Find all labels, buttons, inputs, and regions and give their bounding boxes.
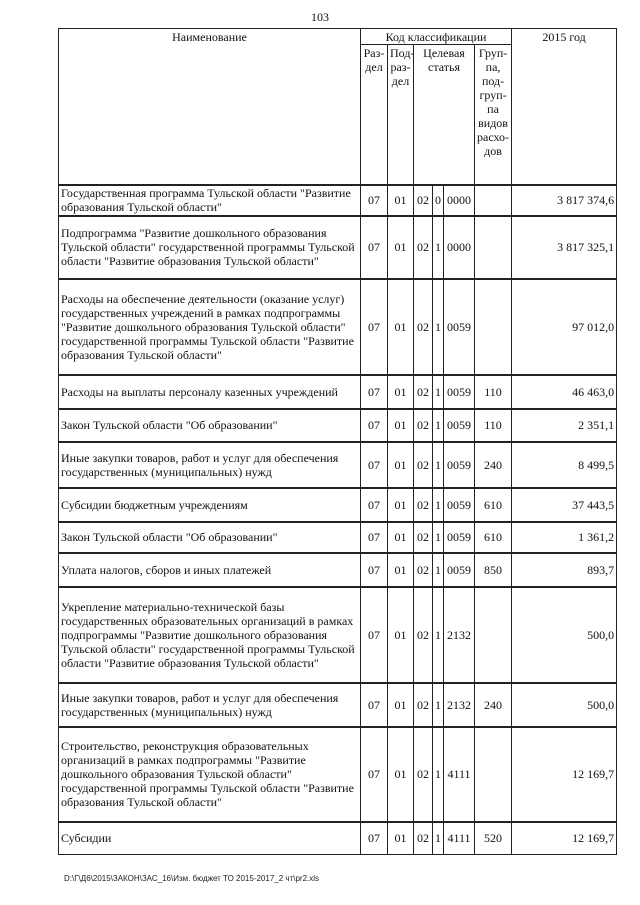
row-razdel: 07 [361,522,388,553]
row-target-subprogram: 1 [433,488,444,522]
row-target-program: 02 [414,279,433,375]
row-target-subprogram: 1 [433,683,444,727]
row-razdel: 07 [361,553,388,587]
row-target-subprogram: 1 [433,727,444,822]
row-target-program: 02 [414,727,433,822]
row-amount: 97 012,0 [512,279,617,375]
row-razdel: 07 [361,822,388,855]
row-target-program: 02 [414,375,433,409]
row-target-direction: 0059 [444,488,475,522]
row-podrazdel: 01 [388,587,414,683]
row-razdel: 07 [361,279,388,375]
row-expense-type [475,216,512,279]
row-expense-type: 110 [475,375,512,409]
table-row [59,185,617,216]
row-expense-type: 240 [475,683,512,727]
row-target-program: 02 [414,216,433,279]
row-target-direction: 0059 [444,522,475,553]
row-amount: 500,0 [512,683,617,727]
row-expense-type [475,279,512,375]
row-razdel: 07 [361,375,388,409]
row-target-program: 02 [414,409,433,442]
row-razdel: 07 [361,727,388,822]
row-razdel: 07 [361,185,388,216]
row-podrazdel: 01 [388,522,414,553]
row-podrazdel: 01 [388,185,414,216]
row-target-subprogram: 1 [433,409,444,442]
row-target-program: 02 [414,587,433,683]
row-name: Субсидии [59,822,361,855]
row-amount: 12 169,7 [512,727,617,822]
header-classification-code: Код классификации [361,29,512,45]
row-target-subprogram: 1 [433,822,444,855]
row-name: Иные закупки товаров, работ и услуг для обеспечения государственных (муниципальных) нужд [59,442,361,488]
table-row [59,409,617,442]
table-row [59,683,617,727]
row-amount: 2 351,1 [512,409,617,442]
row-podrazdel: 01 [388,375,414,409]
row-amount: 46 463,0 [512,375,617,409]
row-name: Государственная программа Тульской области "Развитие образования Тульской области" [59,185,361,216]
row-podrazdel: 01 [388,216,414,279]
row-name: Строительство, реконструкция образовательных организаций в рамках подпрограммы "Развитие дошкольного образования Тульской области" государственной программы Тульской области "Развитие образования Тульской области" [59,727,361,822]
row-podrazdel: 01 [388,683,414,727]
table-row [59,442,617,488]
row-target-subprogram: 1 [433,442,444,488]
row-amount: 893,7 [512,553,617,587]
row-podrazdel: 01 [388,553,414,587]
row-name: Подпрограмма "Развитие дошкольного образования Тульской области" государственной программы Тульской области "Развитие образования Тульской области" [59,216,361,279]
table-row [59,587,617,683]
row-target-direction: 2132 [444,587,475,683]
header-row-top [59,29,617,45]
row-podrazdel: 01 [388,409,414,442]
row-target-program: 02 [414,522,433,553]
row-name: Расходы на обеспечение деятельности (оказание услуг) государственных учреждений в рамках подпрограммы "Развитие дошкольного образования Тульской области" государственной программы Тульской области "Развитие образования Тульской области" [59,279,361,375]
header-year: 2015 год [512,29,617,185]
row-target-program: 02 [414,185,433,216]
row-amount: 37 443,5 [512,488,617,522]
row-target-direction: 2132 [444,683,475,727]
header-razdel: Раз- дел [361,45,388,185]
row-expense-type [475,185,512,216]
row-amount: 3 817 374,6 [512,185,617,216]
table-row [59,553,617,587]
row-target-direction: 4111 [444,727,475,822]
row-name: Субсидии бюджетным учреждениям [59,488,361,522]
row-target-program: 02 [414,553,433,587]
row-expense-type: 610 [475,522,512,553]
row-name: Расходы на выплаты персоналу казенных учреждений [59,375,361,409]
row-razdel: 07 [361,442,388,488]
row-target-direction: 0000 [444,185,475,216]
header-expense-group: Груп- па, под- груп- па видов расхо- дов [475,45,512,185]
row-amount: 1 361,2 [512,522,617,553]
row-expense-type: 850 [475,553,512,587]
row-podrazdel: 01 [388,488,414,522]
row-target-program: 02 [414,442,433,488]
row-amount: 8 499,5 [512,442,617,488]
row-expense-type: 110 [475,409,512,442]
row-target-direction: 0059 [444,279,475,375]
header-podrazdel: Под- раз- дел [388,45,414,185]
row-target-subprogram: 1 [433,216,444,279]
row-razdel: 07 [361,587,388,683]
row-expense-type [475,587,512,683]
row-expense-type: 240 [475,442,512,488]
row-name: Иные закупки товаров, работ и услуг для обеспечения государственных (муниципальных) нужд [59,683,361,727]
row-target-direction: 0000 [444,216,475,279]
row-target-subprogram: 0 [433,185,444,216]
page-number: 103 [311,10,329,24]
table-row [59,375,617,409]
row-podrazdel: 01 [388,442,414,488]
row-razdel: 07 [361,216,388,279]
row-amount: 12 169,7 [512,822,617,855]
header-target-article: Целевая статья [414,45,475,185]
table-row [59,488,617,522]
row-target-direction: 0059 [444,409,475,442]
row-amount: 500,0 [512,587,617,683]
row-podrazdel: 01 [388,822,414,855]
table-row [59,279,617,375]
row-target-program: 02 [414,822,433,855]
row-target-direction: 0059 [444,553,475,587]
row-name: Уплата налогов, сборов и иных платежей [59,553,361,587]
row-amount: 3 817 325,1 [512,216,617,279]
row-razdel: 07 [361,488,388,522]
row-target-direction: 0059 [444,375,475,409]
row-podrazdel: 01 [388,727,414,822]
budget-table-body [59,185,617,855]
row-target-subprogram: 1 [433,375,444,409]
row-target-program: 02 [414,488,433,522]
row-expense-type: 520 [475,822,512,855]
row-name: Закон Тульской области "Об образовании" [59,522,361,553]
row-name: Укрепление материально-технической базы государственных образовательных организаций в рамках подпрограммы "Развитие дошкольного образования Тульской области" государственной программы Тульской области "Развитие образования Тульской области" [59,587,361,683]
row-podrazdel: 01 [388,279,414,375]
row-target-subprogram: 1 [433,279,444,375]
row-razdel: 07 [361,683,388,727]
table-row [59,522,617,553]
row-target-subprogram: 1 [433,522,444,553]
row-target-program: 02 [414,683,433,727]
table-row [59,727,617,822]
row-target-direction: 0059 [444,442,475,488]
row-target-subprogram: 1 [433,587,444,683]
table-row [59,216,617,279]
row-expense-type: 610 [475,488,512,522]
row-target-subprogram: 1 [433,553,444,587]
row-target-direction: 4111 [444,822,475,855]
footer-file-path: D:\Г\Д6\2015\ЗАКОН\ЗАС_16\Изм. бюджет ТО 2015-2017_2 чт\pr2.xls [64,874,320,883]
table-row [59,822,617,855]
row-name: Закон Тульской области "Об образовании" [59,409,361,442]
row-expense-type [475,727,512,822]
budget-table [58,28,617,855]
header-name: Наименование [59,29,361,185]
row-razdel: 07 [361,409,388,442]
